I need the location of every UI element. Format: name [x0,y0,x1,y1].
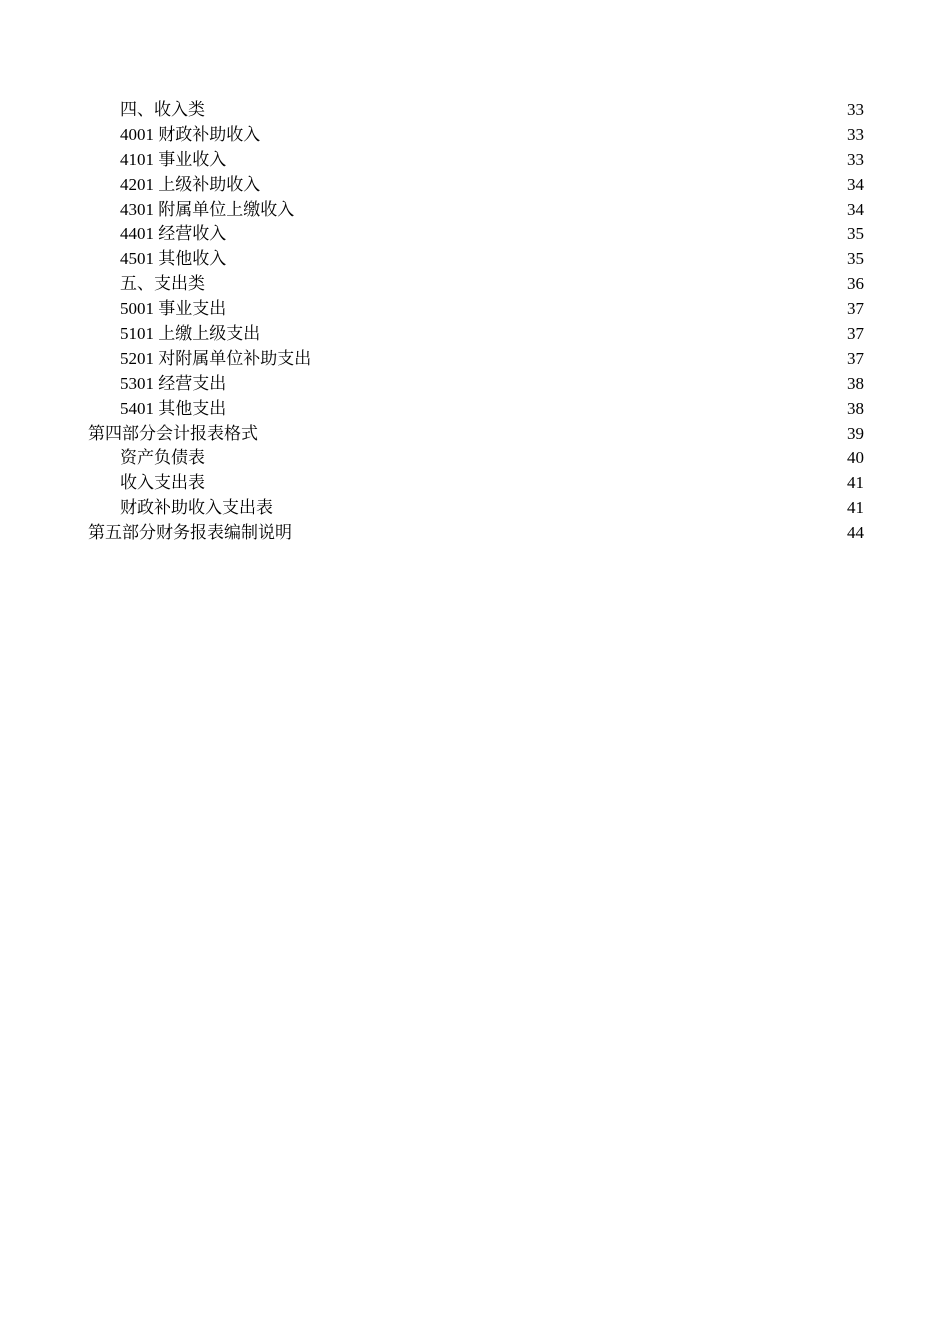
toc-entry-4401[interactable] [88,222,864,247]
toc-entry-4101[interactable] [88,148,864,173]
toc-entry-page-number: 35 [847,249,864,269]
toc-entry-title: 第四部分会计报表格式 [88,423,258,443]
toc-entry-title: 5001 事业支出 [120,299,227,319]
toc-entry-page-number: 35 [847,224,864,244]
toc-entry-4501[interactable] [88,247,864,272]
toc-entry-4201[interactable] [88,173,864,198]
toc-entry-page-number: 37 [847,348,864,368]
toc-entry-page-number: 40 [847,448,864,468]
dot-leader [206,462,846,463]
toc-entry-title: 五、支出类 [120,274,205,294]
toc-entry-expense-category[interactable] [88,272,864,297]
toc-entry-title: 第五部分财务报表编制说明 [88,523,292,543]
toc-entry-title: 收入支出表 [120,473,205,493]
dot-leader [227,164,846,165]
dot-leader [312,363,846,364]
dot-leader [227,263,846,264]
dot-leader [206,288,846,289]
toc-entry-page-number: 44 [847,523,864,543]
toc-entry-page-number: 39 [847,423,864,443]
dot-leader [293,537,846,538]
toc-entry-title: 资产负债表 [120,448,205,468]
toc-entry-page-number: 41 [847,498,864,518]
dot-leader [227,238,846,239]
dot-leader [227,313,846,314]
toc-entry-5201[interactable] [88,347,864,372]
toc-entry-title: 四、收入类 [120,100,205,119]
toc-entry-page-number: 33 [847,124,864,144]
dot-leader [295,214,846,215]
toc-entry-title: 4301 附属单位上缴收入 [120,199,295,219]
toc-entry-title: 5101 上缴上级支出 [120,324,261,344]
dot-leader [261,189,846,190]
toc-entry-title: 4401 经营收入 [120,224,227,244]
toc-entry-title: 5301 经营支出 [120,373,227,393]
toc-entry-page-number: 37 [847,324,864,344]
toc-entry-fiscal-subsidy-statement[interactable] [88,496,864,521]
dot-leader [261,338,846,339]
toc-entry-page-number: 38 [847,373,864,393]
toc-entry-part-four[interactable] [88,422,864,447]
toc-entry-title: 4101 事业收入 [120,149,227,169]
toc-entry-title: 5401 其他支出 [120,398,227,418]
toc-entry-page-number: 33 [847,149,864,169]
table-of-contents [88,98,864,546]
toc-entry-page-number: 37 [847,299,864,319]
toc-entry-title: 4001 财政补助收入 [120,124,261,144]
dot-leader [227,388,846,389]
toc-entry-title: 5201 对附属单位补助支出 [120,348,312,368]
toc-entry-income-expense-statement[interactable] [88,471,864,496]
toc-entry-page-number: 41 [847,473,864,493]
toc-entry-balance-sheet[interactable] [88,446,864,471]
dot-leader [206,114,846,115]
toc-entry-5301[interactable] [88,372,864,397]
toc-entry-page-number: 33 [847,100,864,119]
toc-entry-page-number: 34 [847,199,864,219]
toc-entry-income-category[interactable] [88,98,864,123]
toc-entry-5001[interactable] [88,297,864,322]
toc-entry-part-five[interactable] [88,521,864,546]
dot-leader [227,413,846,414]
toc-entry-page-number: 38 [847,398,864,418]
dot-leader [261,139,846,140]
toc-entry-title: 4201 上级补助收入 [120,174,261,194]
toc-entry-title: 财政补助收入支出表 [120,498,273,518]
dot-leader [259,438,846,439]
toc-entry-page-number: 34 [847,174,864,194]
toc-entry-4001[interactable] [88,123,864,148]
toc-entry-5401[interactable] [88,397,864,422]
dot-leader [206,487,846,488]
toc-entry-4301[interactable] [88,198,864,223]
toc-entry-page-number: 36 [847,274,864,294]
dot-leader [274,512,846,513]
toc-entry-5101[interactable] [88,322,864,347]
toc-entry-title: 4501 其他收入 [120,249,227,269]
